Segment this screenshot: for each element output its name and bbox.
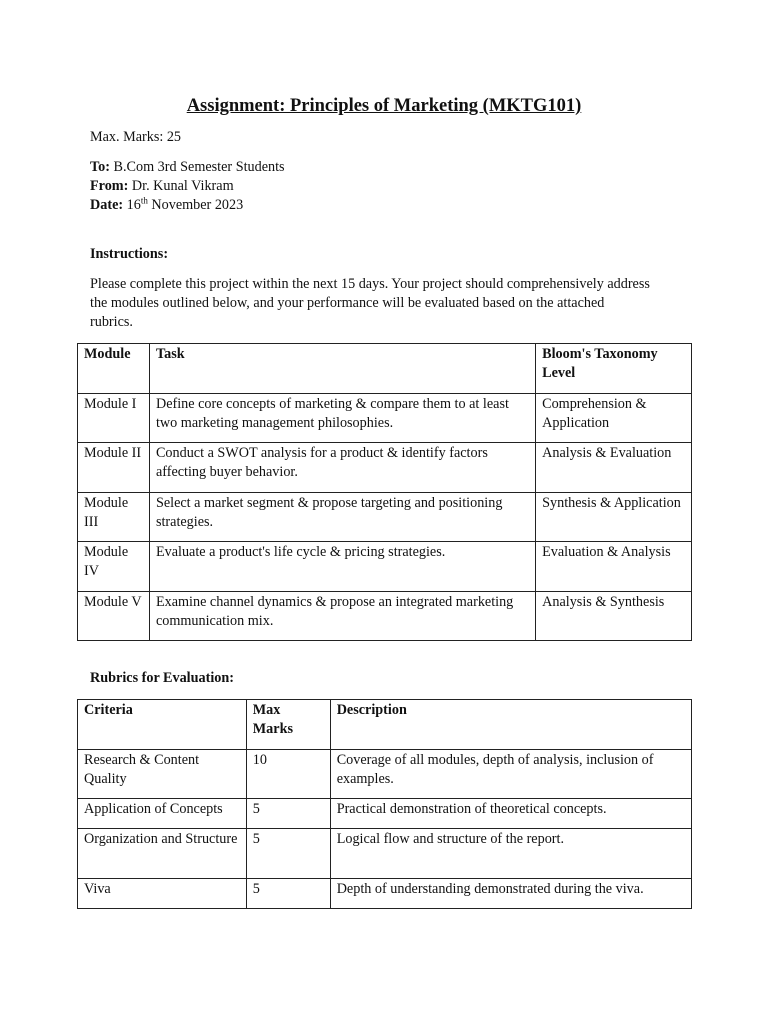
level-cell: Comprehension & Application (536, 393, 692, 443)
document-title: Assignment: Principles of Marketing (MKTG101) (186, 96, 582, 116)
modules-table (77, 343, 692, 641)
description-cell: Logical flow and structure of the report. (330, 829, 691, 879)
max-marks: Max. Marks: 25 (90, 129, 182, 145)
criteria-cell: Research & Content Quality (78, 749, 247, 799)
from-value: Dr. Kunal Vikram (131, 178, 234, 194)
header-description: Description (330, 700, 691, 750)
header-criteria: Criteria (78, 700, 247, 750)
table-row (78, 799, 692, 829)
to-label: To: (90, 159, 110, 175)
criteria-cell: Application of Concepts (78, 799, 247, 829)
table-row (78, 542, 692, 592)
instructions-text: Please complete this project within the next 15 days. Your project should comprehensively address the modules outlined below, and your performance will be evaluated based on the attached rubrics. (90, 276, 650, 330)
criteria-cell: Organization and Structure (78, 829, 247, 879)
task-cell: Select a market segment & propose targeting and positioning strategies. (149, 492, 535, 542)
task-cell: Conduct a SWOT analysis for a product & identify factors affecting buyer behavior. (149, 443, 535, 493)
date-rest: November 2023 (151, 197, 244, 213)
level-cell: Analysis & Evaluation (536, 443, 692, 493)
from-line (90, 177, 690, 196)
task-cell: Examine channel dynamics & propose an integrated marketing communication mix. (149, 591, 535, 641)
to-value: B.Com 3rd Semester Students (113, 159, 285, 175)
criteria-cell: Viva (78, 878, 247, 908)
level-cell: Evaluation & Analysis (536, 542, 692, 592)
table-row (78, 878, 692, 908)
module-cell: Module IV (78, 542, 150, 592)
table-row (78, 492, 692, 542)
rubrics-table (77, 699, 692, 909)
level-cell: Synthesis & Application (536, 492, 692, 542)
description-cell: Coverage of all modules, depth of analysis, inclusion of examples. (330, 749, 691, 799)
rubrics-heading: Rubrics for Evaluation: (90, 670, 234, 686)
memo-header (90, 158, 690, 215)
description-cell: Practical demonstration of theoretical concepts. (330, 799, 691, 829)
task-cell: Define core concepts of marketing & compare them to at least two marketing management philosophies. (149, 393, 535, 443)
module-cell: Module I (78, 393, 150, 443)
table-header-row (78, 344, 692, 394)
table-row (78, 393, 692, 443)
table-row (78, 591, 692, 641)
task-cell: Evaluate a product's life cycle & pricing strategies. (149, 542, 535, 592)
date-day: 16 (126, 197, 141, 213)
header-module: Module (78, 344, 150, 394)
from-label: From: (90, 178, 129, 194)
level-cell: Analysis & Synthesis (536, 591, 692, 641)
marks-cell: 5 (246, 799, 330, 829)
instructions-heading: Instructions: (90, 246, 169, 262)
module-cell: Module III (78, 492, 150, 542)
module-cell: Module II (78, 443, 150, 493)
marks-cell: 10 (246, 749, 330, 799)
date-line (90, 196, 690, 215)
table-row (78, 749, 692, 799)
header-level: Bloom's Taxonomy Level (536, 344, 692, 394)
table-row (78, 443, 692, 493)
header-max-marks: Max Marks (246, 700, 330, 750)
marks-cell: 5 (246, 878, 330, 908)
to-line (90, 158, 690, 177)
description-cell: Depth of understanding demonstrated during the viva. (330, 878, 691, 908)
date-label: Date: (90, 197, 124, 213)
module-cell: Module V (78, 591, 150, 641)
table-row (78, 829, 692, 879)
header-task: Task (149, 344, 535, 394)
marks-cell: 5 (246, 829, 330, 879)
date-suffix: th (140, 195, 148, 206)
table-header-row (78, 700, 692, 750)
